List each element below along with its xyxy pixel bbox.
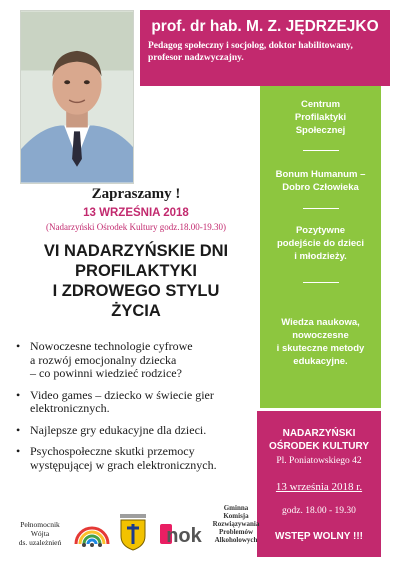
venue-line: OŚRODEK KULTURY: [269, 441, 369, 452]
speaker-description-line: Pedagog społeczny i socjolog, doktor habilitowany,: [148, 41, 353, 51]
rainbow-logo-icon: [74, 518, 110, 548]
sidebar-divider: [303, 282, 339, 283]
event-title-line: VI NADARZYŃSKIE DNI: [43, 242, 229, 260]
venue-line: NADARZYŃSKI: [282, 428, 356, 439]
komisja-line: Problemów: [218, 528, 254, 536]
invitation-heading: Zapraszamy !: [91, 186, 181, 202]
sidebar-line: i skuteczne metody: [276, 343, 365, 354]
speaker-header: [140, 10, 390, 86]
event-time: godz. 18.00 - 19.30: [282, 506, 356, 516]
sidebar-divider: [303, 208, 339, 209]
komisja-line: Gminna: [223, 504, 249, 512]
topic-line: • Psychospołeczne skutki przemocy: [30, 444, 195, 458]
komisja-line: Rozwiązywania: [212, 520, 260, 528]
speaker-description-line: profesor nadzwyczajny.: [148, 53, 244, 63]
free-entry-label: WSTĘP WOLNY !!!: [275, 531, 363, 542]
venue-address: Pl. Poniatowskiego 42: [276, 456, 362, 466]
sidebar-line: Dobro Człowieka: [282, 182, 359, 193]
topic-line: • Najlepsze gry edukacyjne dla dzieci.: [30, 422, 207, 437]
nok-logo-icon: [158, 520, 204, 548]
topic-line: – co powinni wiedzieć rodzice?: [30, 366, 182, 380]
pelnomocnik-line: ds. uzależnień: [18, 538, 62, 547]
sidebar-line: Bonum Humanum –: [275, 169, 366, 180]
event-title-line: PROFILAKTYKI: [75, 262, 197, 280]
sidebar-line: i młodzieży.: [294, 251, 347, 262]
topic-line: a rozwój emocjonalny dziecka: [30, 352, 177, 367]
komisja-line: Komisja: [223, 512, 249, 520]
coat-of-arms-icon: [117, 512, 149, 552]
event-info-box: [257, 411, 381, 557]
topic-item: [14, 424, 258, 438]
venue-name: [257, 427, 381, 453]
sidebar-item-podejscie: [260, 224, 381, 263]
pelnomocnik-line: Wójta: [30, 529, 50, 538]
portrait-photo: [20, 10, 134, 184]
pelnomocnik-line: Pełnomocnik: [20, 520, 60, 529]
sidebar-line: podejście do dzieci: [276, 238, 365, 249]
sidebar-line: Społecznej: [295, 125, 346, 136]
sidebar-item-wiedza: [260, 316, 381, 368]
sidebar-line: Pozytywne: [295, 225, 346, 236]
sidebar-line: Wiedza naukowa,: [281, 317, 360, 328]
event-date: 13 września 2018 r.: [275, 481, 363, 493]
sidebar-divider: [303, 150, 339, 151]
topic-item: [14, 389, 258, 416]
topic-line: występującej w grach elektronicznych.: [30, 457, 217, 472]
topic-line: • Video games – dziecko w świecie gier: [30, 387, 214, 402]
topic-item: [14, 445, 258, 472]
event-title-line: ŻYCIA: [111, 302, 161, 320]
komisja-line: Alkoholowych: [214, 536, 258, 544]
sidebar-line: edukacyjne.: [293, 356, 348, 367]
event-place-note: (Nadarzyński Ośrodek Kultury godz.18.00-19.30): [46, 222, 226, 232]
sidebar-line: Profilaktyki: [294, 112, 347, 123]
sidebar-item-centrum: [260, 98, 381, 137]
sponsor-logos: [14, 500, 258, 562]
event-title: [20, 241, 252, 321]
topic-line: • Nowoczesne technologie cyfrowe: [30, 339, 193, 353]
event-date-heading: 13 WRZEŚNIA 2018: [83, 207, 189, 219]
sidebar-item-bonum: [260, 168, 381, 194]
nok-logo-text: nok: [166, 525, 202, 547]
speaker-name: prof. dr hab. M. Z. JĘDRZEJKO: [151, 18, 379, 35]
organisation-sidebar: [260, 86, 381, 408]
topic-line: elektronicznych.: [30, 401, 110, 415]
topic-item: [14, 340, 258, 381]
sidebar-line: nowoczesne: [292, 330, 349, 341]
pelnomocnik-label: [14, 520, 66, 547]
speaker-description: [148, 40, 382, 64]
topic-list: [14, 340, 258, 480]
event-title-line: I ZDROWEGO STYLU: [52, 282, 220, 300]
komisja-label: [209, 504, 263, 544]
sidebar-line: Centrum: [300, 99, 341, 110]
